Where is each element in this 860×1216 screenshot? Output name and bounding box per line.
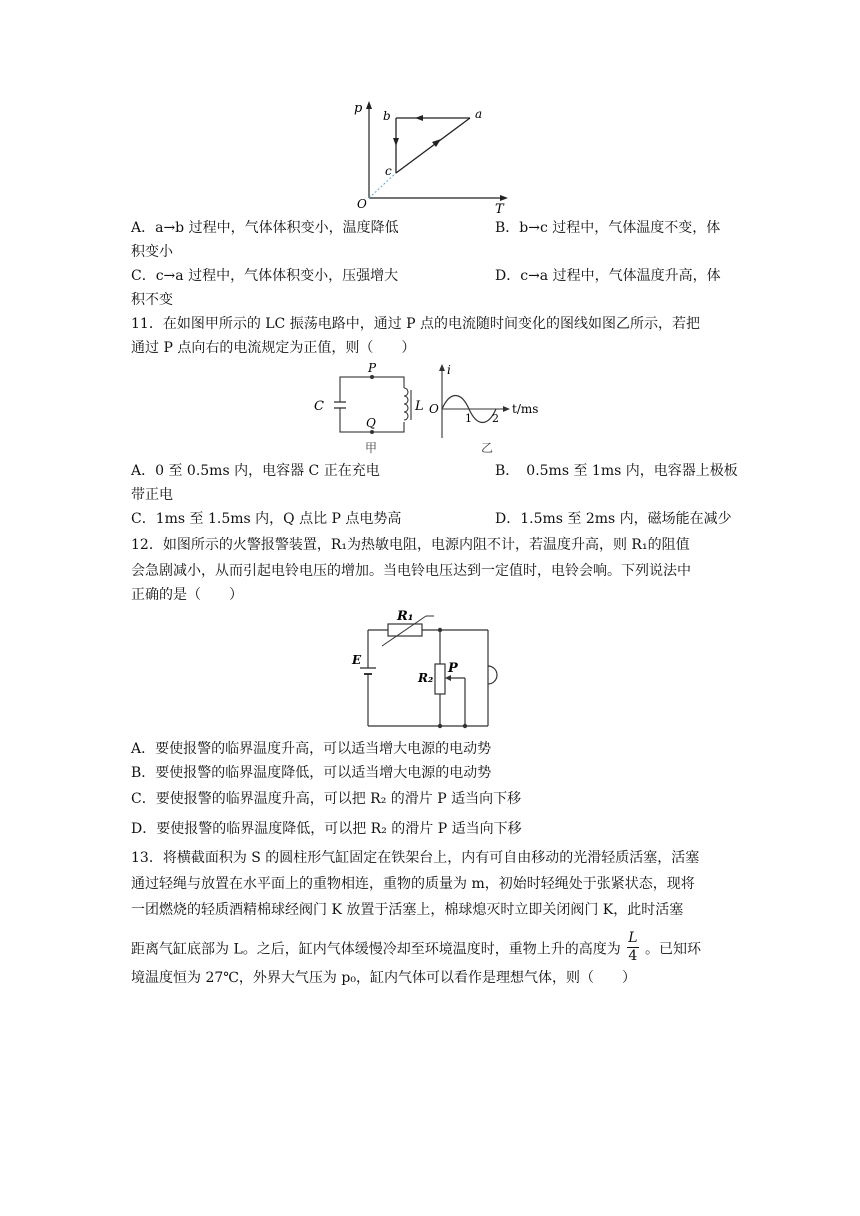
label-Q: Q — [366, 416, 376, 430]
q11-stem-line1: 11．在如图甲所示的 LC 振荡电路中，通过 P 点的电流随时间变化的图线如图乙所示，若把 — [131, 316, 701, 332]
q13-fraction-num: L — [628, 930, 638, 946]
label-R2: R₂ — [418, 671, 434, 685]
label-R1: R₁ — [397, 609, 414, 624]
q10-option-b-cont: 积变小 — [131, 244, 173, 260]
label-jia: 甲 — [365, 441, 378, 455]
p-axis-arrow — [366, 101, 372, 109]
lc-circuit-figures — [310, 360, 560, 460]
q11-option-a: A．0 至 0.5ms 内，电容器 C 正在充电 — [131, 463, 380, 479]
q11-stem-line2: 通过 P 点向右的电流规定为正值，则（ ） — [131, 340, 416, 356]
arrow-bc — [393, 138, 399, 146]
label-P: P — [448, 661, 458, 676]
q12-stem-line1: 12．如图所示的火警报警装置，R₁为热敏电阻，电源内阻不计，若温度升高，则 R₁的阻值 — [131, 537, 690, 553]
q10-option-a: A．a→b 过程中，气体体积变小，温度降低 — [131, 220, 399, 236]
capacitor-gap — [334, 402, 346, 408]
q11-option-c: C．1ms 至 1.5ms 内，Q 点比 P 点电势高 — [131, 511, 402, 527]
tick-1: 1 — [465, 412, 472, 425]
q11-option-d: D．1.5ms 至 2ms 内，磁场能在减少 — [495, 511, 732, 527]
q12-option-a: A．要使报警的临界温度升高，可以适当增大电源的电动势 — [131, 741, 492, 757]
label-P: P — [368, 361, 377, 375]
q12-option-c: C．要使报警的临界温度升高，可以把 R₂ 的滑片 P 适当向下移 — [131, 791, 522, 807]
arrow-ab — [415, 115, 423, 121]
q13-fraction — [627, 930, 638, 965]
label-E: E — [352, 653, 362, 667]
label-L: L — [415, 399, 424, 414]
q11-option-b: B． 0.5ms 至 1ms 内，电容器上极板 — [495, 463, 738, 479]
q11-option-b-cont: 带正电 — [131, 487, 173, 503]
q10-option-d: D．c→a 过程中，气体温度升高，体 — [495, 268, 721, 284]
label-b: b — [383, 109, 391, 123]
q13-line4-text-a: 距离气缸底部为 L。之后，缸内气体缓慢冷却至环境温度时，重物上升的高度为 — [131, 941, 621, 958]
point-Q — [370, 430, 374, 434]
label-O: O — [429, 402, 439, 416]
fire-alarm-circuit — [350, 606, 510, 734]
q10-option-d-cont: 积不变 — [131, 292, 173, 308]
bell-icon — [488, 666, 497, 684]
label-T: T — [495, 202, 504, 216]
process-ca — [396, 118, 470, 173]
q13-line2: 通过轻绳与放置在水平面上的重物相连，重物的质量为 m，初始时轻绳处于张紧状态，现将 — [131, 876, 695, 892]
q10-option-c: C．c→a 过程中，气体体积变小，压强增大 — [131, 268, 399, 284]
dashed-origin-line — [369, 173, 396, 198]
q12-stem-line3: 正确的是（ ） — [131, 587, 243, 603]
q13-line5: 境温度恒为 27℃，外界大气压为 p₀，缸内气体可以看作是理想气体，则（ ） — [131, 970, 636, 986]
q13-line4-text-b: 。已知环 — [644, 941, 701, 958]
q12-stem-line2: 会急剧减小，从而引起电铃电压的增加。当电铃电压达到一定值时，电铃会响。下列说法中 — [131, 563, 691, 579]
q12-option-b: B．要使报警的临界温度降低，可以适当增大电源的电动势 — [131, 765, 492, 781]
label-c: c — [385, 164, 392, 178]
label-p: p — [354, 101, 363, 116]
label-a: a — [475, 107, 483, 121]
q13-fraction-den: 4 — [628, 948, 638, 964]
t-axis-arrow — [503, 406, 510, 412]
label-t-ms: t/ms — [512, 402, 539, 416]
tick-2: 2 — [492, 412, 499, 425]
t-axis-arrow — [500, 195, 508, 201]
label-yi: 乙 — [481, 441, 494, 455]
i-axis-arrow — [439, 364, 445, 371]
q13-line4 — [131, 932, 701, 967]
pt-diagram — [345, 98, 515, 216]
rheostat-R2 — [435, 664, 445, 694]
q10-option-b: B．b→c 过程中，气体温度不变，体 — [495, 220, 721, 236]
point-P — [370, 375, 374, 379]
label-i: i — [447, 363, 451, 377]
label-O: O — [357, 197, 367, 211]
q12-option-d: D．要使报警的临界温度降低，可以把 R₂ 的滑片 P 适当向下移 — [131, 821, 522, 837]
label-C: C — [314, 399, 324, 414]
q13-line3: 一团燃烧的轻质酒精棉球经阀门 K 放置于活塞上，棉球熄灭时立即关闭阀门 K，此时活塞 — [131, 902, 684, 918]
q13-line1: 13．将横截面积为 S 的圆柱形气缸固定在铁架台上，内有可自由移动的光滑轻质活塞，活塞 — [131, 850, 700, 866]
